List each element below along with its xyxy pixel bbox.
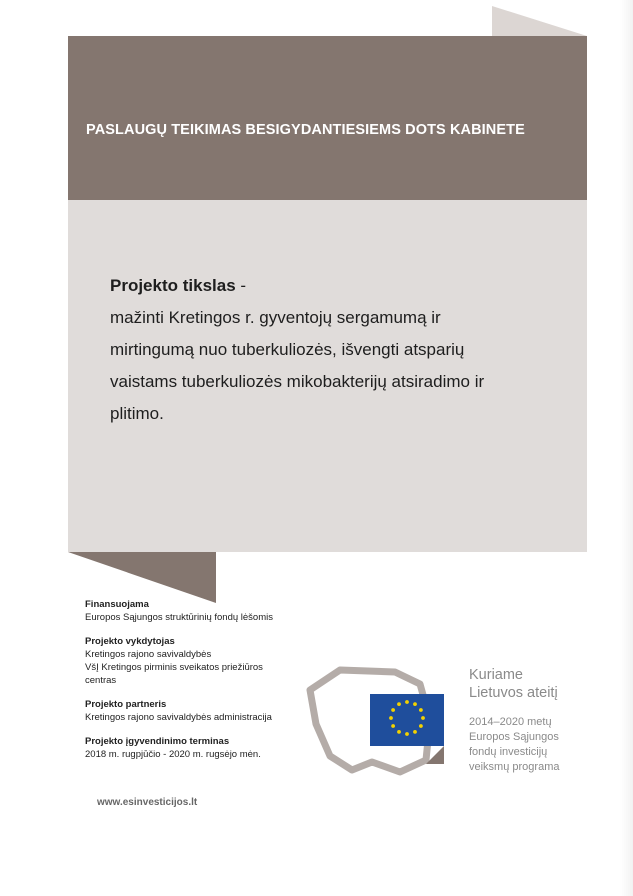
program-line: fondų investicijų — [469, 746, 548, 758]
executor-block — [85, 635, 325, 687]
program-line: veiksmų programa — [469, 761, 560, 773]
executor-label: Projekto vykdytojas — [85, 636, 175, 647]
term-label: Projekto įgyvendinimo terminas — [85, 736, 230, 747]
funding-label: Finansuojama — [85, 599, 149, 610]
goal-heading: Projekto tikslas — [110, 276, 236, 295]
slogan-line: Kuriame — [469, 667, 523, 683]
page-title: PASLAUGŲ TEIKIMAS BESIGYDANTIESIEMS DOTS KABINETE — [86, 122, 525, 138]
funding-block — [85, 598, 325, 624]
executor-value: Kretingos rajono savivaldybės — [85, 649, 212, 660]
goal-line: mirtingumą nuo tuberkuliozės, išvengti atsparių — [110, 340, 465, 359]
term-block — [85, 735, 325, 761]
eu-flag-icon — [370, 694, 444, 764]
goal-line: mažinti Kretingos r. gyventojų sergamumą ir — [110, 308, 441, 327]
slogan-line: Lietuvos ateitį — [469, 685, 558, 701]
goal-separator: - — [235, 276, 247, 295]
page-edge-shadow — [620, 0, 633, 896]
project-info — [85, 598, 325, 772]
partner-label: Projekto partneris — [85, 699, 167, 710]
funding-value: Europos Sąjungos struktūrinių fondų lėšomis — [85, 612, 273, 623]
term-value: 2018 m. rugpjūčio - 2020 m. rugsėjo mėn. — [85, 749, 261, 760]
logo-slogan — [469, 666, 558, 702]
partner-block — [85, 698, 325, 724]
website-link[interactable]: www.esinvesticijos.lt — [97, 797, 198, 808]
partner-value: Kretingos rajono savivaldybės administracija — [85, 712, 272, 723]
eu-funds-logo — [300, 660, 460, 780]
executor-value: VšĮ Kretingos pirminis sveikatos priežiūros — [85, 662, 263, 673]
goal-line: plitimo. — [110, 404, 164, 423]
executor-value: centras — [85, 675, 117, 686]
program-line: 2014–2020 metų — [469, 716, 552, 728]
goal-line: vaistams tuberkuliozės mikobakterijų atsiradimo ir — [110, 372, 485, 391]
logo-program — [469, 715, 559, 775]
program-line: Europos Sąjungos — [469, 731, 559, 743]
